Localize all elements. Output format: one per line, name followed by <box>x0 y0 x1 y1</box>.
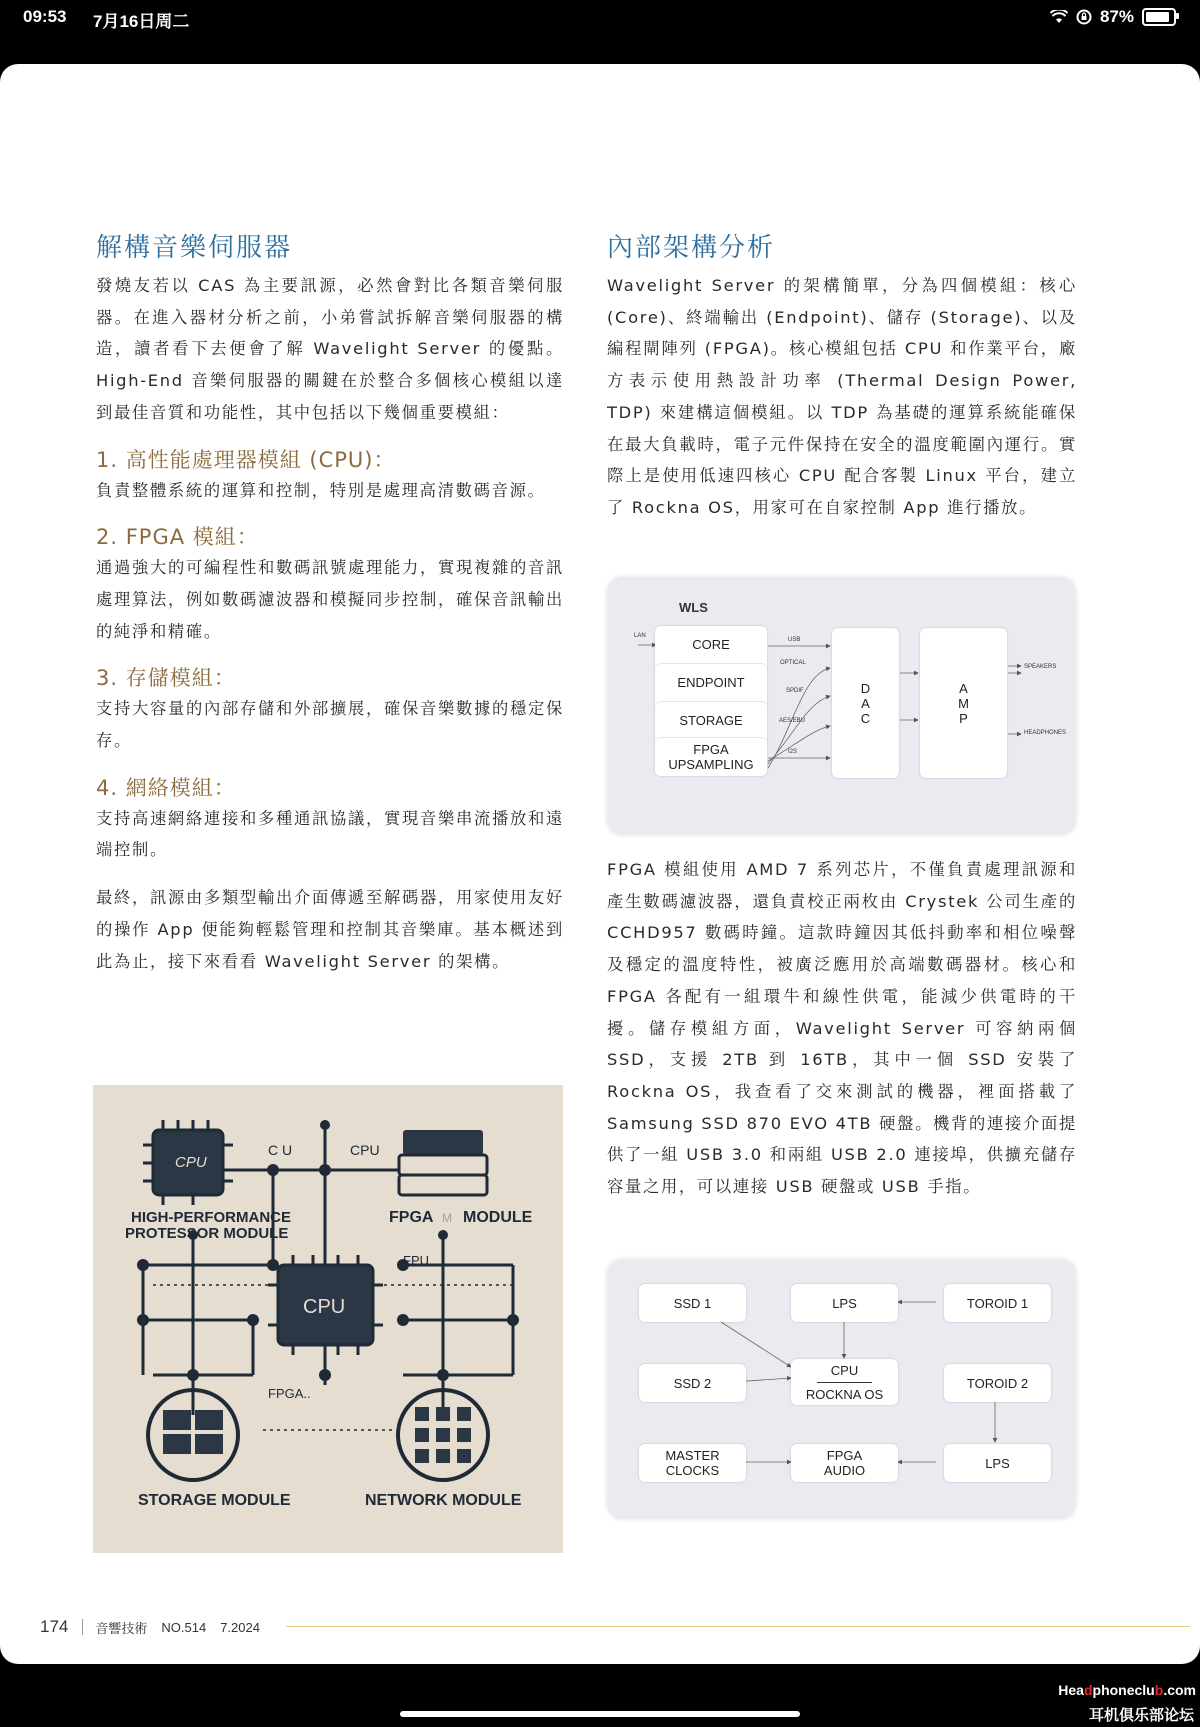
svg-text:STORAGE MODULE: STORAGE MODULE <box>138 1492 291 1509</box>
issue-number: NO.514 <box>161 1619 207 1635</box>
battery-percent: 87% <box>1099 7 1134 26</box>
dac-box <box>832 628 899 778</box>
amp-letter: A <box>959 680 968 696</box>
footer-rule <box>286 1626 1190 1627</box>
left-outro: 最終，訊源由多類型輸出介面傳遞至解碼器，用家使用友好的操作 App 便能夠輕鬆管理和控制其音樂庫。基本概述到此為止，接下來看看 Wavelight Server 的架構。 <box>96 888 564 971</box>
amp-letter: P <box>959 710 968 726</box>
lps-bottom-box: LPS <box>944 1444 1051 1482</box>
home-indicator[interactable] <box>400 1711 800 1717</box>
ssd1-box: SSD 1 <box>639 1284 746 1322</box>
left-column <box>96 230 564 977</box>
svg-text:CPU: CPU <box>350 1142 380 1158</box>
architecture-diagram <box>608 578 1075 834</box>
item2-body: 通過強大的可編程性和數碼訊號處理能力，實現複雜的音訊處理算法，例如數碼濾波器和模擬同步控制，確保音訊輸出的純淨和精確。 <box>96 558 564 641</box>
magazine-page <box>0 64 1200 1664</box>
svg-text:FPGA: FPGA <box>389 1209 434 1226</box>
svg-text:M: M <box>442 1211 452 1225</box>
dac-letter: C <box>860 710 871 726</box>
speakers-label: SPEAKERS <box>1024 664 1057 670</box>
svg-text:C U: C U <box>268 1142 293 1158</box>
toroid2-box: TOROID 2 <box>944 1364 1051 1402</box>
magazine-name: 音響技術 <box>95 1620 148 1636</box>
right-column-2 <box>607 854 1077 1203</box>
i2s-label: I2S <box>788 749 798 755</box>
battery-fill <box>1146 12 1169 22</box>
svg-text:CPU: CPU <box>303 1296 346 1318</box>
item3-heading: 3. 存儲模組： <box>96 666 236 691</box>
status-right <box>1050 7 1176 27</box>
power-diagram <box>608 1260 1075 1518</box>
toroid1-box: TOROID 1 <box>944 1284 1051 1322</box>
watermark-site: Headphoneclub.com <box>1058 1682 1196 1698</box>
fpga-stack-icon <box>399 1130 487 1195</box>
battery-icon <box>1142 8 1176 26</box>
watermark <box>1040 1668 1200 1727</box>
item1-body: 負責整體系統的運算和控制，特別是處理高清數碼音源。 <box>96 480 546 500</box>
module-illustration <box>93 1085 563 1553</box>
status-bar <box>0 0 1200 34</box>
ssd2-box: SSD 2 <box>639 1364 746 1402</box>
right-column <box>607 230 1077 524</box>
dac-letter: A <box>861 695 870 711</box>
lock-rotation-icon <box>1076 9 1092 25</box>
usb-label: USB <box>788 637 801 643</box>
svg-text:MODULE: MODULE <box>463 1209 533 1226</box>
storage-box: STORAGE <box>655 702 767 738</box>
svg-text:CPU: CPU <box>175 1154 207 1171</box>
core-box: CORE <box>655 626 767 662</box>
svg-text:PROTESSOR MODULE: PROTESSOR MODULE <box>125 1225 289 1242</box>
svg-text:HIGH-PERFORMANCE: HIGH-PERFORMANCE <box>131 1209 291 1226</box>
master-clocks-box: MASTER CLOCKS <box>639 1444 746 1482</box>
svg-text:FPU: FPU <box>403 1253 429 1268</box>
spdif-label: SPDIF <box>786 688 804 694</box>
cpu-rockna-box: CPU ROCKNA OS <box>791 1359 898 1405</box>
endpoint-box: ENDPOINT <box>655 664 767 700</box>
right-paragraph-1: Wavelight Server 的架構簡單，分為四個模組：核心(Core)、終端輸出 (Endpoint)、儲存 (Storage)、以及編程閘陣列 (FPGA)。核心模組包括 CPU 和作業平台，廠方表示使用熱設計功率 (Thermal Design Power, TDP) 來建構這個模組。以 TDP 為基礎的運算系統能確保在最大負載時，電子元件保持在安全的溫度範圍內運行。實際上是使用低速四核心 CPU 配合客製 Linux 平台，建立了 Rockna OS，用家可在自家控制 App 進行播放。 <box>607 276 1077 517</box>
amp-letter: M <box>958 695 969 711</box>
item1-heading: 1. 高性能處理器模組 (CPU)： <box>96 447 396 472</box>
lps-top-box: LPS <box>791 1284 898 1322</box>
wifi-icon <box>1050 10 1068 24</box>
fpga-audio-box: FPGA AUDIO <box>791 1444 898 1482</box>
fpga-upsampling-box: FPGA UPSAMPLING <box>655 738 767 776</box>
issue-date: 7.2024 <box>220 1619 260 1635</box>
item4-heading: 4. 網絡模組： <box>96 775 236 800</box>
wls-title: WLS <box>679 600 708 615</box>
page-footer <box>40 1617 260 1637</box>
left-section-title: 解構音樂伺服器 <box>96 233 293 263</box>
item4-body: 支持高速網絡連接和多種通訊協議，實現音樂串流播放和遠端控制。 <box>96 808 564 860</box>
watermark-cn: 耳机俱乐部论坛 <box>1088 1706 1194 1724</box>
svg-text:NETWORK MODULE: NETWORK MODULE <box>365 1492 522 1509</box>
status-time: 09:53 <box>23 7 67 26</box>
item3-body: 支持大容量的內部存儲和外部擴展，確保音樂數據的穩定保存。 <box>96 699 564 751</box>
item2-heading: 2. FPGA 模組： <box>96 525 259 550</box>
page-number: 174 <box>40 1617 69 1636</box>
status-date: 7月16日周二 <box>93 12 190 31</box>
module-illustration-svg <box>93 1085 563 1553</box>
dac-letter: D <box>860 680 871 696</box>
left-intro: 發燒友若以 CAS 為主要訊源，必然會對比各類音樂伺服器。在進入器材分析之前，小弟嘗試拆解音樂伺服器的構造，讀者看下去便會了解 Wavelight Server 的優點。High-End 音樂伺服器的關鍵在於整合多個核心模組以達到最佳音質和功能性，其中包括以下幾個重要模組： <box>96 276 564 422</box>
svg-text:FPGA..: FPGA.. <box>268 1386 311 1401</box>
right-section-title: 內部架構分析 <box>607 233 776 263</box>
amp-box <box>920 628 1007 778</box>
right-paragraph-2: FPGA 模組使用 AMD 7 系列芯片，不僅負責處理訊源和產生數碼濾波器，還負責校正兩枚由 Crystek 公司生產的 CCHD957 數碼時鐘。這款時鐘因其低抖動率和相位噪聲及穩定的溫度特性，被廣泛應用於高端數碼器材。核心和 FPGA 各配有一組環牛和線性供電，能減少供電時的干擾。儲存模組方面，Wavelight Server 可容納兩個 SSD，支援 2TB 到 16TB，其中一個 SSD 安裝了 Rockna OS，我查看了交來測試的機器，裡面搭載了 Samsung SSD 870 EVO 4TB 硬盤。機背的連接介面提供了一組 USB 3.0 和兩組 USB 2.0 連接埠，供擴充儲存容量之用，可以連接 USB 硬盤或 USB 手指。 <box>607 860 1077 1197</box>
headphones-label: HEADPHONES <box>1024 730 1067 736</box>
optical-label: OPTICAL <box>780 660 806 666</box>
lan-label: LAN <box>634 633 646 639</box>
aesebu-label: AES/EBU <box>779 718 806 724</box>
